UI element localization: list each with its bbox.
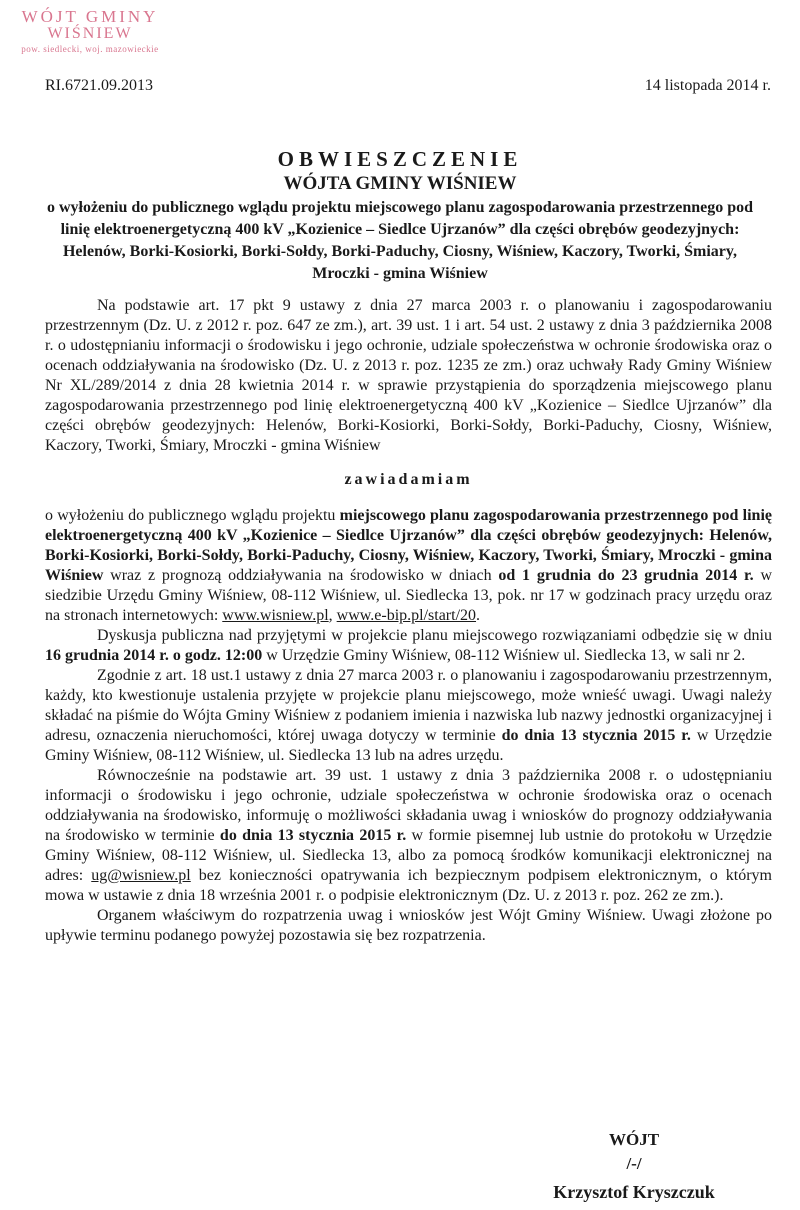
signature-title: WÓJT [608, 1130, 660, 1149]
text-segment: , [328, 607, 337, 624]
document-title: OBWIESZCZENIE [277, 147, 523, 171]
document-subject: o wyłożeniu do publicznego wglądu projektu miejscowego planu zagospodarowania przestrzennego pod linię elektroenergetyczną 400 kV „Kozienice – Siedlce Ujrzanów” dla części obrębów geodezyjnych: Helenów, Borki-Kosiorki, Borki-Sołdy, Borki-Paduchy, Ciosny, Wiśniew, Kaczory, Tworki, Śmiary, Mroczki - gmina Wiśniew [46, 199, 754, 282]
discussion-date-bold: 16 grudnia 2014 r. o godz. 12:00 [45, 647, 263, 664]
plan-name-bold: miejscowego planu zagospodarowania przestrzennego pod linię elektroenergetyczną 400 kV „Kozienice – Siedlce Ujrzanów” dla części obrębów geodezyjnych: Helenów, Borki-Kosiorki, Borki-Sołdy, Borki-Paduchy, Ciosny, Wiśniew, Kaczory, Tworki, Śmiary, Mroczki - gmina Wiśniew [45, 507, 773, 584]
text-segment: w Urzędzie Gminy Wiśniew, 08-112 Wiśniew ul. Siedlecka 13, w sali nr 2. [262, 647, 746, 664]
text-segment: w Urzędzie Gminy Wiśniew, 08-112 Wiśniew, ul. Siedlecka 13 lub na adres urzędu. [45, 727, 772, 764]
website-link-wisniew[interactable]: www.wisniew.pl [222, 607, 329, 624]
text-segment: wraz z prognozą oddziaływania na środowisko w dniach [103, 567, 499, 584]
env-deadline-bold: do dnia 13 stycznia 2015 r. [219, 827, 407, 844]
paragraph-authority: Organem właściwym do rozpatrzenia uwag i wniosków jest Wójt Gminy Wiśniew. Uwagi złożone po upływie terminu podanego powyżej pozostawia się bez rozpatrzenia. [45, 907, 772, 944]
text-segment: w formie pisemnej lub ustnie do protokołu w Urzędzie Gminy Wiśniew, 08-112 Wiśniew, ul. Siedlecka 13, albo za pomocą środków komunikacji elektronicznej na adres: [45, 827, 773, 884]
signature-mark: /-/ [626, 1154, 642, 1173]
signatory-name: Krzysztof Kryszczuk [553, 1182, 715, 1202]
text-segment: Dyskusja publiczna nad przyjętymi w projekcie planu miejscowego rozwiązaniami odbędzie się w dniu [97, 627, 772, 644]
official-stamp [4, 8, 176, 54]
signature-block [534, 1128, 734, 1204]
paragraph-environmental [45, 766, 772, 906]
text-segment: o wyłożeniu do publicznego wglądu projektu [45, 507, 340, 524]
stamp-line-3: pow. siedlecki, woj. mazowieckie [21, 43, 159, 54]
website-link-ebip[interactable]: www.e-bip.pl/start/20 [336, 607, 477, 624]
display-period-bold: od 1 grudnia do 23 grudnia 2014 r. [498, 567, 754, 584]
paragraph-comments [45, 666, 772, 766]
paragraph-public-discussion [45, 626, 772, 666]
reference-number: RI.6721.09.2013 [45, 77, 153, 94]
document-heading [40, 146, 760, 285]
email-link[interactable]: ug@wisniew.pl [91, 867, 191, 884]
document-body [45, 296, 772, 946]
text-segment: . [476, 607, 481, 624]
stamp-line-2: WIŚNIEW [47, 24, 133, 42]
issuing-authority: WÓJTA GMINY WIŚNIEW [283, 173, 517, 194]
document-date: 14 listopada 2014 r. [644, 77, 771, 94]
paragraph-display-notice [45, 506, 772, 626]
text-segment: w siedzibie Urzędu Gminy Wiśniew, 08-112 Wiśniew, ul. Siedlecka 13, pok. nr 17 w godzinach pracy urzędu oraz na stronach internetowych: [45, 567, 772, 624]
stamp-line-1: WÓJT GMINY [21, 7, 159, 26]
text-segment: Zgodnie z art. 18 ust.1 ustawy z dnia 27 marca 2003 r. o planowaniu i zagospodarowaniu przestrzennym, każdy, kto kwestionuje ustalenia przyjęte w projekcie planu miejscowego, może wnieść uwagi. Uwagi należy składać na piśmie do Wójta Gminy Wiśniew z podaniem imienia i nazwiska lub nazwy jednostki organizacyjnej i adresu, oznaczenia nieruchomości, której uwaga dotyczy w terminie [45, 667, 772, 744]
paragraph-legal-basis: Na podstawie art. 17 pkt 9 ustawy z dnia 27 marca 2003 r. o planowaniu i zagospodarowaniu przestrzennym (Dz. U. z 2012 r. poz. 647 ze zm.), art. 39 ust. 1 i art. 54 ust. 2 ustawy z dnia 3 października 2008 r. o udostępnianiu informacji o środowisku i jego ochronie, udziale społeczeństwa w ochronie środowiska oraz o ocenach oddziaływania na środowisko (Dz. U. z 2013 r. poz. 1235 ze zm.) oraz uchwały Rady Gminy Wiśniew Nr XL/289/2014 z dnia 28 kwietnia 2014 r. w sprawie przystąpienia do sporządzenia miejscowego planu zagospodarowania przestrzennego pod linię elektroenergetyczną 400 kV „Kozienice – Siedlce Ujrzanów” dla części obrębów geodezyjnych: Helenów, Borki-Kosiorki, Borki-Sołdy, Borki-Paduchy, Ciosny, Wiśniew, Kaczory, Tworki, Śmiary, Mroczki - gmina Wiśniew [45, 297, 772, 454]
text-segment: bez konieczności opatrywania ich bezpiecznym podpisem elektronicznym, o którym mowa w ustawie z dnia 18 września 2001 r. o podpisie elektronicznym (Dz. U. z 2013 r. poz. 262 ze zm.). [45, 867, 772, 904]
comments-deadline-bold: do dnia 13 stycznia 2015 r. [501, 727, 691, 744]
announcement-word: zawiadamiam [344, 471, 473, 488]
text-segment: Równocześnie na podstawie art. 39 ust. 1 ustawy z dnia 3 października 2008 r. o udostępnianiu informacji o środowisku i jego ochronie, udziale społeczeństwa w ochronie środowiska oraz o ocenach oddziaływania na środowisko, informuję o możliwości składania uwag i wniosków do prognozy oddziaływania na środowisko w terminie [45, 767, 772, 844]
